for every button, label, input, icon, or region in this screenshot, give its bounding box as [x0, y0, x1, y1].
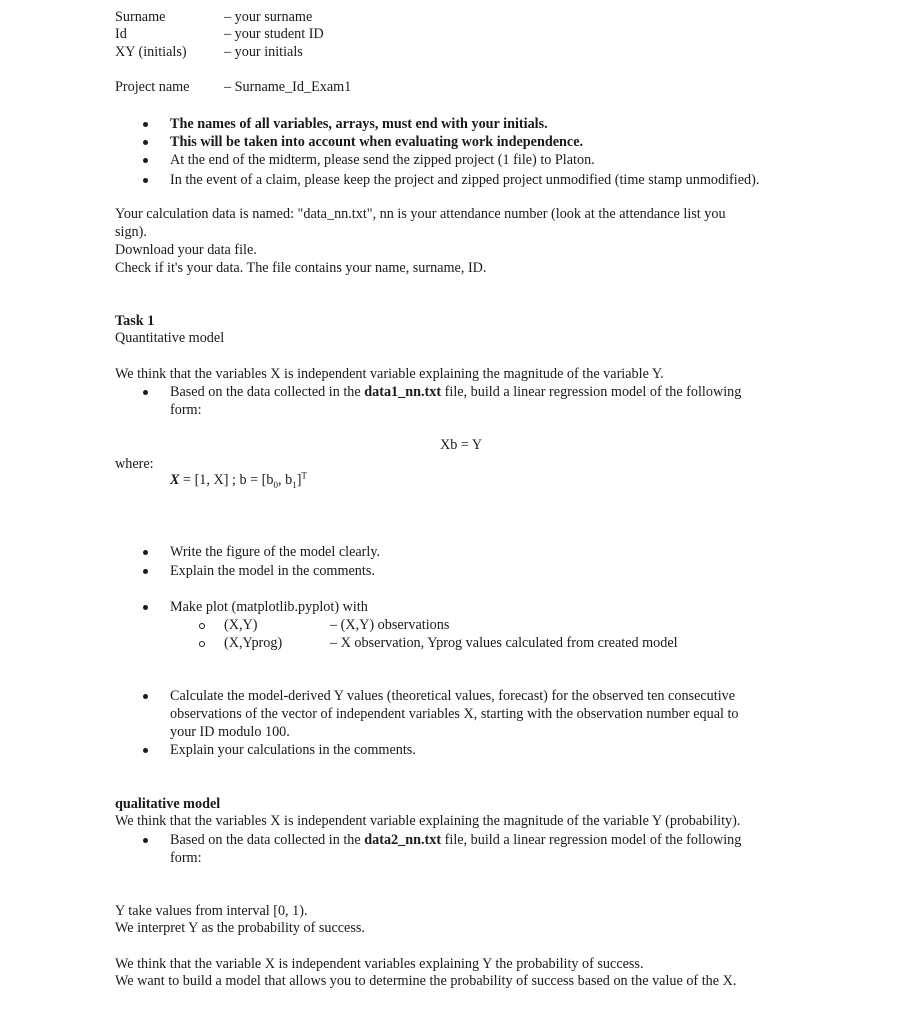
qualitative-data-bullet: Based on the data collected in the data2_nn.txt file, build a linear regression model of the following	[170, 832, 742, 848]
data-info-line: Your calculation data is named: "data_nn.txt", nn is your attendance number (look at the attendance list you	[115, 206, 726, 222]
field-value-id: – your student ID	[224, 26, 324, 42]
rule-item: In the event of a claim, please keep the project and zipped project unmodified (time stamp unmodified).	[170, 172, 760, 188]
task1-data-bullet: Based on the data collected in the data1_nn.txt file, build a linear regression model of the following	[170, 384, 742, 400]
plot-item-desc: – X observation, Yprog values calculated from created model	[330, 635, 678, 651]
plot-item-desc: – (X,Y) observations	[330, 617, 450, 633]
rule-item: This will be taken into account when evaluating work independence.	[170, 134, 584, 150]
field-label-initials: XY (initials)	[115, 44, 187, 60]
qualitative-data-bullet-cont: form:	[170, 850, 202, 866]
definition: X = [1, X] ; $b = [b_0$, $b_1]^T$	[170, 470, 307, 490]
calc-bullet-line: Calculate the model-derived Y values (theoretical values, forecast) for the observed ten consecutive	[170, 688, 736, 704]
project-value: – Surname_Id_Exam1	[224, 79, 352, 95]
closing-text: We think that the variable X is independent variables explaining Y the probability of success.	[115, 956, 644, 972]
plot-item-label: (X,Y)	[224, 617, 258, 633]
rule-item: The names of all variables, arrays, must end with your initials.	[170, 116, 548, 132]
task1-subtitle: Quantitative model	[115, 330, 225, 346]
task1-bullet: Explain the model in the comments.	[170, 563, 375, 579]
explain-bullet: Explain your calculations in the comments.	[170, 742, 416, 758]
field-label-surname: Surname	[115, 9, 166, 25]
y-range-text: Y take values from interval [0, 1).	[115, 903, 308, 919]
plot-item-label: (X,Yprog)	[224, 635, 283, 651]
qualitative-title: qualitative model	[115, 796, 221, 812]
calc-bullet-line: observations of the vector of independent variables X, starting with the observation number equal to	[170, 706, 739, 722]
qualitative-intro: We think that the variables X is independent variable explaining the magnitude of the variable Y (probability).	[115, 813, 741, 829]
field-value-surname: – your surname	[224, 9, 313, 25]
rule-item: At the end of the midterm, please send the zipped project (1 file) to Platon.	[170, 152, 595, 168]
task1-data-bullet-cont: form:	[170, 402, 202, 418]
task1-title: Task 1	[115, 313, 155, 329]
data-info-line: sign).	[115, 224, 147, 240]
task1-bullet: Write the figure of the model clearly.	[170, 544, 381, 560]
project-label: Project name	[115, 79, 190, 95]
data-info-line: Download your data file.	[115, 242, 257, 258]
y-interp-text: We interpret Y as the probability of success.	[115, 920, 365, 936]
where-label: where:	[115, 456, 154, 472]
field-value-initials: – your initials	[224, 44, 303, 60]
calc-bullet-line: your ID modulo 100.	[170, 724, 290, 740]
task1-intro: We think that the variables X is independent variable explaining the magnitude of the variable Y.	[115, 366, 664, 382]
data-info-line: Check if it's your data. The file contains your name, surname, ID.	[115, 260, 487, 276]
closing-text: We want to build a model that allows you to determine the probability of success based on the value of the X.	[115, 973, 737, 989]
plot-bullet: Make plot (matplotlib.pyplot) with	[170, 599, 368, 615]
field-label-id: Id	[115, 26, 127, 42]
equation: Xb = Y	[440, 437, 483, 453]
